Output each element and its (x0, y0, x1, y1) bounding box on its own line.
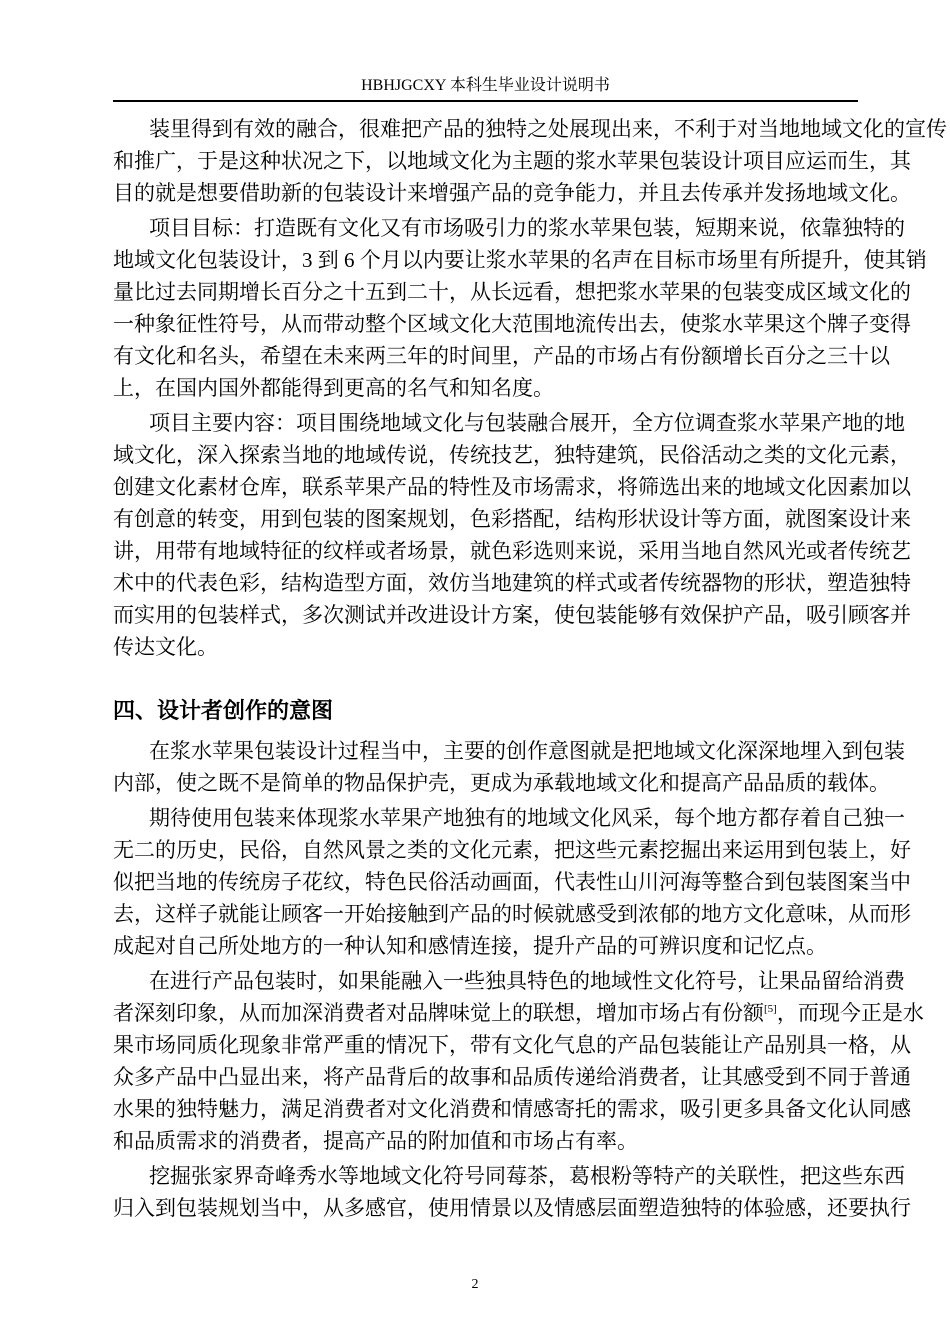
section-heading: 四、设计者创作的意图 (113, 698, 334, 723)
paragraph-line: 域文化，深入探索当地的地域传说，传统技艺，独特建筑，民俗活动之类的文化元素， (113, 443, 911, 467)
paragraph-line: 目的就是想要借助新的包装设计来增强产品的竞争能力，并且去传承并发扬地域文化。 (113, 181, 911, 205)
header-rule (113, 100, 858, 102)
paragraph-line: 有文化和名头，希望在未来两三年的时间里，产品的市场占有份额增长百分之三十以 (113, 344, 890, 368)
paragraph-line: 项目目标：打造既有文化又有市场吸引力的浆水苹果包装，短期来说，依靠独特的 (149, 216, 905, 240)
paragraph-line: 在浆水苹果包装设计过程当中，主要的创作意图就是把地域文化深深地埋入到包装 (149, 739, 905, 763)
paragraph-line: 一种象征性符号，从而带动整个区域文化大范围地流传出去，使浆水苹果这个牌子变得 (113, 312, 911, 336)
running-header: HBHJGCXY 本科生毕业设计说明书 (361, 77, 610, 94)
paragraph (113, 113, 947, 209)
paragraph-line: 在进行产品包装时，如果能融入一些独具特色的地域性文化符号，让果品留给消费 (149, 969, 905, 993)
paragraph (113, 802, 911, 962)
paragraph-line: 量比过去同期增长百分之十五到二十，从长远看，想把浆水苹果的包装变成区域文化的 (113, 280, 911, 304)
document-body (113, 113, 947, 1224)
section-intent-paragraphs (113, 735, 911, 962)
line-text: 者深刻印象，从而加深消费者对品牌味觉上的联想，增加市场占有份额 (113, 1001, 764, 1025)
paragraph-line: 讲，用带有地域特征的纹样或者场景，就色彩选则来说，采用当地自然风光或者传统艺 (113, 539, 911, 563)
paragraph-line: 无二的历史，民俗，自然风景之类的文化元素，把这些元素挖掘出来运用到包装上，好 (113, 838, 911, 862)
paragraph (113, 407, 911, 663)
paragraph (113, 735, 905, 799)
paragraph (113, 212, 927, 404)
paragraph-line: 归入到包装规划当中，从多感官，使用情景以及情感层面塑造独特的体验感，还要执行 (113, 1196, 911, 1220)
paragraph-line: 众多产品中凸显出来，将产品背后的故事和品质传递给消费者，让其感受到不同于普通 (113, 1065, 911, 1089)
paragraph-line: 术中的代表色彩，结构造型方面，效仿当地建筑的样式或者传统器物的形状，塑造独特 (113, 571, 911, 595)
paragraph-line: 而实用的包装样式，多次测试并改进设计方案，使包装能够有效保护产品，吸引顾客并 (113, 603, 911, 627)
paragraph-line: 去，这样子就能让顾客一开始接触到产品的时候就感受到浓郁的地方文化意味，从而形 (113, 902, 911, 926)
paragraph-line: 水果的独特魅力，满足消费者对文化消费和情感寄托的需求，吸引更多具备文化认同感 (113, 1097, 911, 1121)
paragraph-line: 传达文化。 (113, 635, 218, 659)
line-text: ，而现今正是水 (776, 1001, 924, 1025)
citation-ref: [5] (764, 1003, 777, 1015)
paragraph-line: 内部，使之既不是简单的物品保护壳，更成为承载地域文化和提高产品品质的载体。 (113, 771, 890, 795)
paragraph-line: 和品质需求的消费者，提高产品的附加值和市场占有率。 (113, 1129, 638, 1153)
paragraph-line: 和推广，于是这种状况之下，以地域文化为主题的浆水苹果包装设计项目应运而生，其 (113, 149, 911, 173)
page-number: 2 (471, 1277, 479, 1292)
section-project-paragraphs (113, 113, 947, 663)
paragraph-last (113, 1160, 911, 1224)
paragraph-cultural-symbols (113, 965, 924, 1157)
paragraph-line: 有创意的转变，用到包装的图案规划，色彩搭配，结构形状设计等方面，就图案设计来 (113, 507, 911, 531)
paragraph-line: 果市场同质化现象非常严重的情况下，带有文化气息的产品包装能让产品别具一格，从 (113, 1033, 911, 1057)
paragraph-line (113, 997, 924, 1029)
paragraph-line: 上，在国内国外都能得到更高的名气和知名度。 (113, 376, 554, 400)
paragraph-line: 挖掘张家界奇峰秀水等地域文化符号同莓茶，葛根粉等特产的关联性，把这些东西 (149, 1164, 905, 1188)
paragraph-line: 期待使用包装来体现浆水苹果产地独有的地域文化风采，每个地方都存着自己独一 (149, 806, 905, 830)
paragraph-line: 地域文化包装设计，3 到 6 个月以内要让浆水苹果的名声在目标市场里有所提升，使其销 (113, 248, 927, 272)
paragraph-line: 装里得到有效的融合，很难把产品的独特之处展现出来，不利于对当地地域文化的宣传 (149, 117, 947, 141)
paragraph-line: 似把当地的传统房子花纹，特色民俗活动画面，代表性山川河海等整合到包装图案当中 (113, 870, 911, 894)
paragraph-line: 项目主要内容：项目围绕地域文化与包装融合展开，全方位调查浆水苹果产地的地 (149, 411, 905, 435)
paragraph-line: 创建文化素材仓库，联系苹果产品的特性及市场需求，将筛选出来的地域文化因素加以 (113, 475, 911, 499)
paragraph-line: 成起对自己所处地方的一种认知和感情连接，提升产品的可辨识度和记忆点。 (113, 934, 827, 958)
